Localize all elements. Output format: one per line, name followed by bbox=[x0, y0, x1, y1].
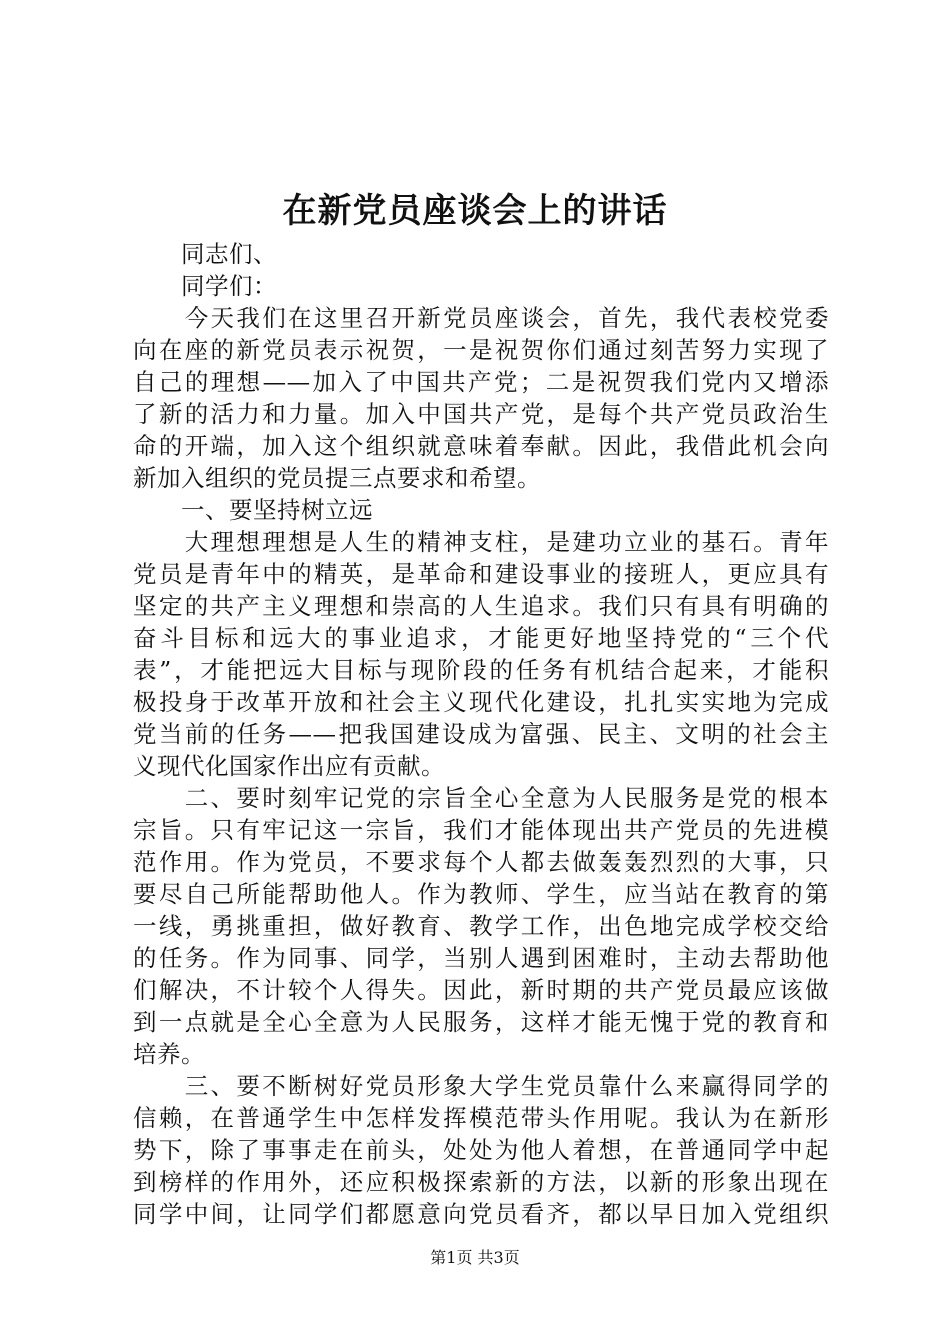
text-line: 一、要坚持树立远 bbox=[133, 496, 373, 524]
text-line: 党当前的任务——把我国建设成为富强、民主、文明的社会主 bbox=[133, 720, 829, 748]
text-line: 信赖，在普通学生中怎样发挥模范带头作用呢。我认为在新形 bbox=[133, 1104, 829, 1132]
text-line: 新加入组织的党员提三点要求和希望。 bbox=[133, 464, 541, 492]
text-line: 要尽自己所能帮助他人。作为教师、学生，应当站在教育的第 bbox=[133, 880, 829, 908]
text-line: 宗旨。只有牢记这一宗旨，我们才能体现出共产党员的先进模 bbox=[133, 816, 829, 844]
text-line: 自己的理想——加入了中国共产党；二是祝贺我们党内又增添 bbox=[133, 368, 829, 396]
text-line: 表”，才能把远大目标与现阶段的任务有机结合起来，才能积 bbox=[133, 656, 829, 684]
text-line: 同志们、 bbox=[133, 240, 277, 268]
text-line: 奋斗目标和远大的事业追求，才能更好地坚持党的“三个代 bbox=[133, 624, 829, 652]
text-line: 极投身于改革开放和社会主义现代化建设，扎扎实实地为完成 bbox=[133, 688, 829, 716]
text-line: 命的开端，加入这个组织就意味着奉献。因此，我借此机会向 bbox=[133, 432, 829, 460]
page-footer: 第1页 共3页 bbox=[430, 1248, 520, 1267]
text-line: 同学们： bbox=[133, 272, 277, 300]
text-line: 党员是青年中的精英，是革命和建设事业的接班人，更应具有 bbox=[133, 560, 829, 588]
text-line: 同学中间，让同学们都愿意向党员看齐，都以早日加入党组织 bbox=[133, 1200, 829, 1228]
text-line: 到榜样的作用外，还应积极探索新的方法，以新的形象出现在 bbox=[133, 1168, 829, 1196]
text-line: 范作用。作为党员，不要求每个人都去做轰轰烈烈的大事，只 bbox=[133, 848, 829, 876]
text-line: 坚定的共产主义理想和崇高的人生追求。我们只有具有明确的 bbox=[133, 592, 829, 620]
text-line: 的任务。作为同事、同学，当别人遇到困难时，主动去帮助他 bbox=[133, 944, 829, 972]
text-line: 们解决，不计较个人得失。因此，新时期的共产党员最应该做 bbox=[133, 976, 829, 1004]
text-line: 今天我们在这里召开新党员座谈会，首先，我代表校党委 bbox=[133, 304, 829, 332]
text-line: 义现代化国家作出应有贡献。 bbox=[133, 752, 445, 780]
text-line: 到一点就是全心全意为人民服务，这样才能无愧于党的教育和 bbox=[133, 1008, 829, 1036]
text-line: 大理想理想是人生的精神支柱，是建功立业的基石。青年 bbox=[133, 528, 829, 556]
document-body bbox=[133, 238, 829, 1230]
document-title: 在新党员座谈会上的讲话 bbox=[282, 191, 668, 231]
text-line: 势下，除了事事走在前头，处处为他人着想，在普通同学中起 bbox=[133, 1136, 829, 1164]
text-line: 一线，勇挑重担，做好教育、教学工作，出色地完成学校交给 bbox=[133, 912, 829, 940]
text-line: 二、要时刻牢记党的宗旨全心全意为人民服务是党的根本 bbox=[133, 784, 829, 812]
text-line: 向在座的新党员表示祝贺，一是祝贺你们通过刻苦努力实现了 bbox=[133, 336, 829, 364]
text-line: 培养。 bbox=[133, 1040, 205, 1068]
text-line: 三、要不断树好党员形象大学生党员靠什么来赢得同学的 bbox=[133, 1072, 829, 1100]
text-line: 了新的活力和力量。加入中国共产党，是每个共产党员政治生 bbox=[133, 400, 829, 428]
